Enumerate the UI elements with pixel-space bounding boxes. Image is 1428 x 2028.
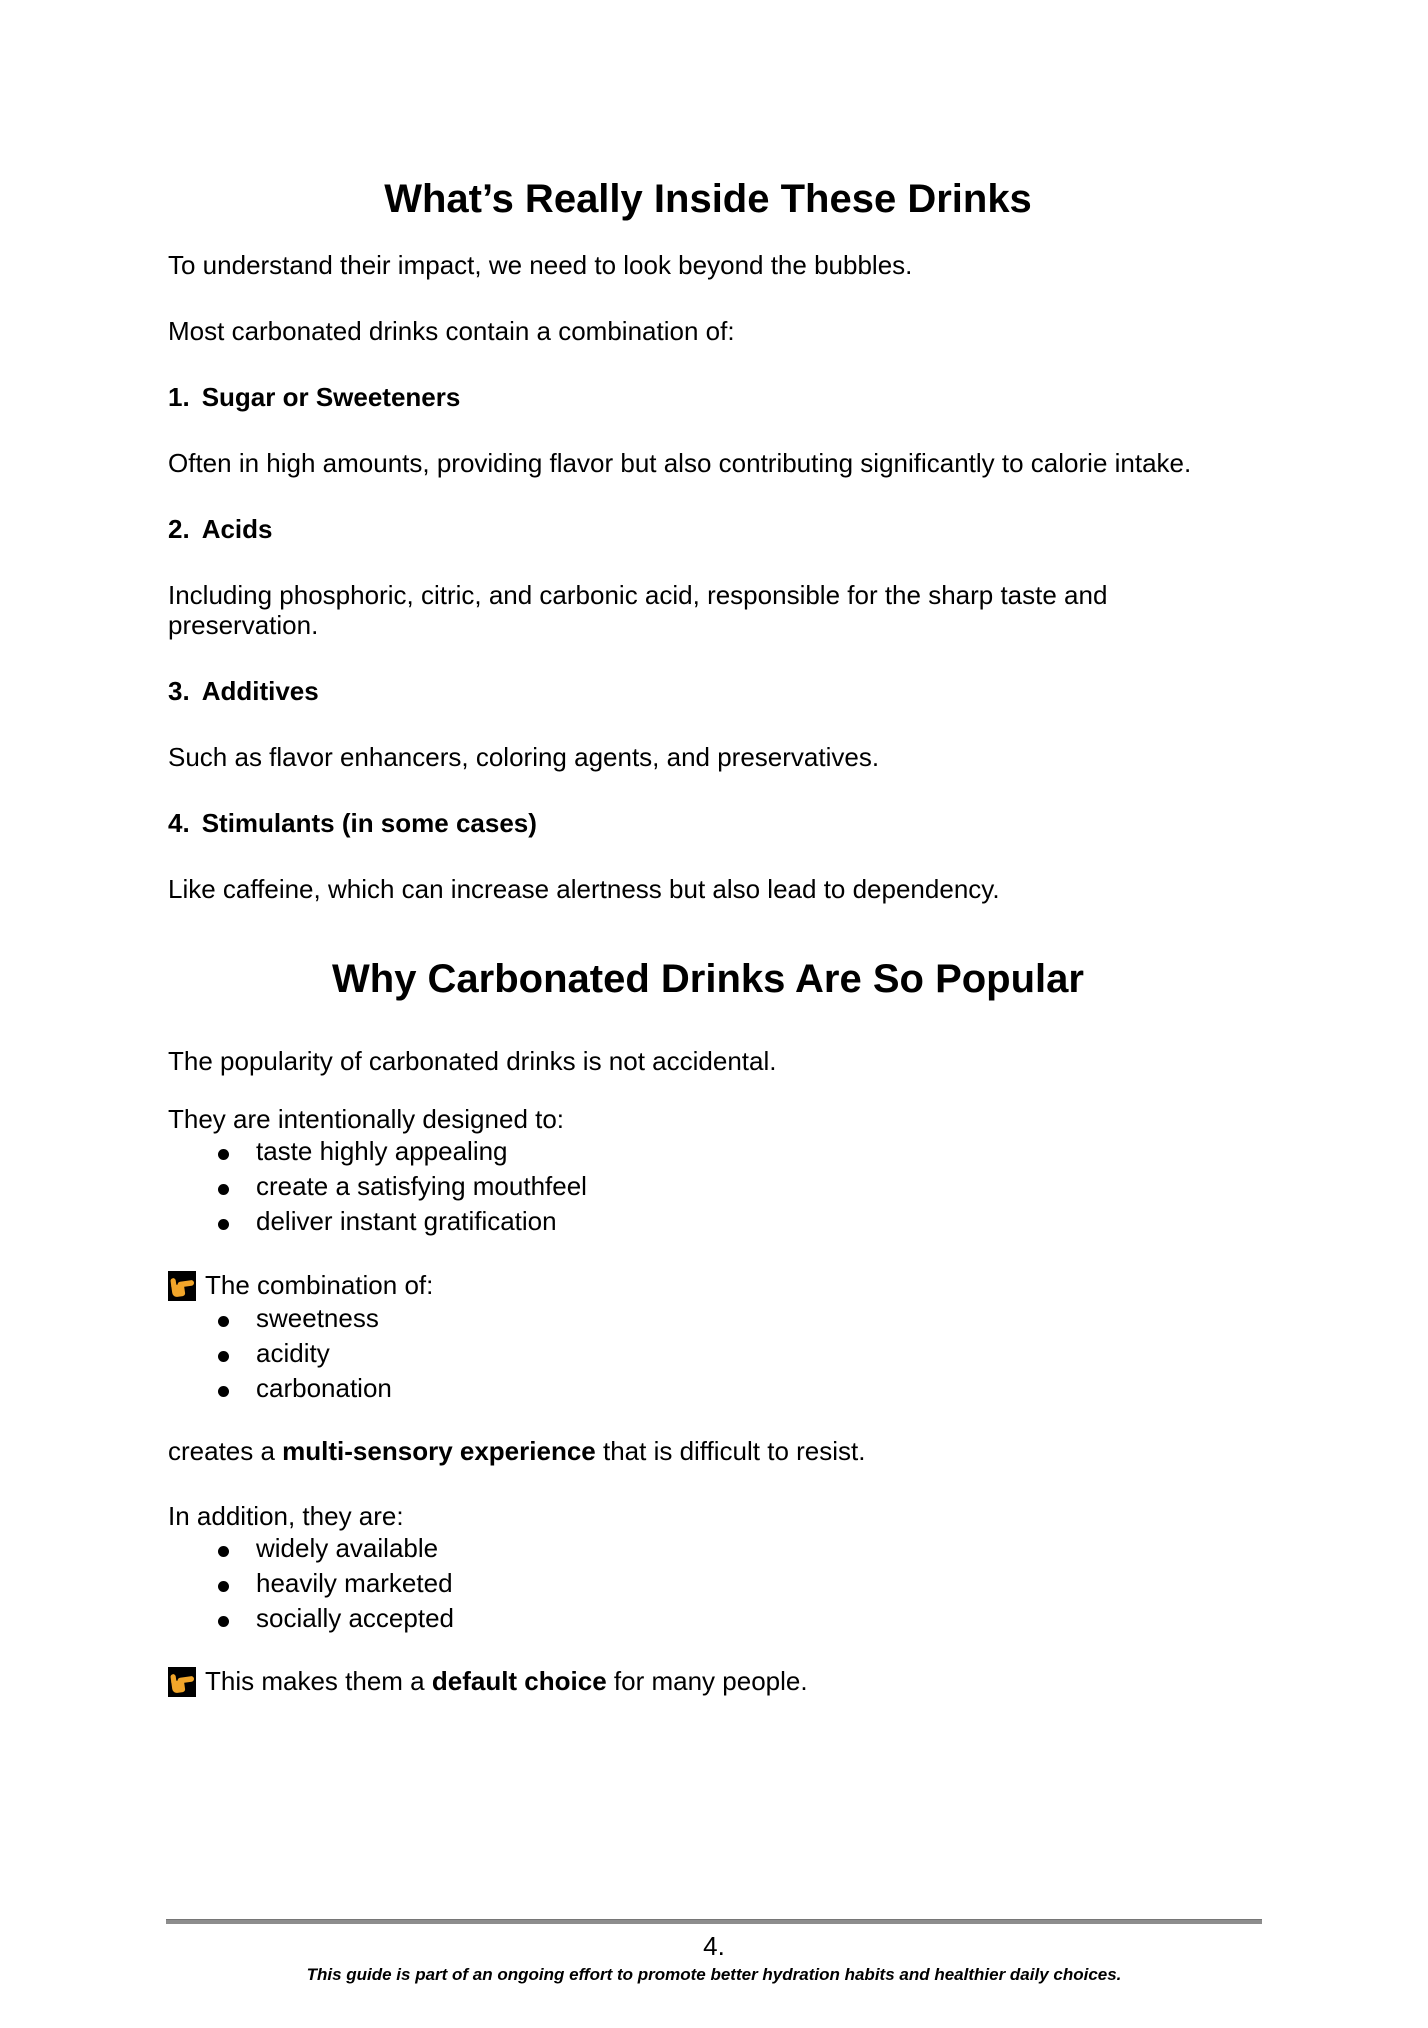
- body-paragraph: The popularity of carbonated drinks is not accidental.: [168, 1046, 777, 1076]
- designed-bullet-list: [168, 1134, 1248, 1239]
- text-segment: that is difficult to resist.: [595, 1436, 866, 1466]
- item-description: Like caffeine, which can increase alertness but also lead to dependency.: [168, 874, 1000, 904]
- item-number: 4.: [168, 808, 190, 838]
- footer-note: This guide is part of an ongoing effort to promote better hydration habits and healthier daily choices.: [306, 1965, 1122, 1984]
- text-segment: for many people.: [606, 1666, 808, 1696]
- body-paragraph: In addition, they are:: [168, 1501, 404, 1531]
- item-label: Additives: [201, 676, 319, 706]
- numbered-item-heading: [168, 808, 1248, 838]
- page-content: [168, 0, 1248, 1697]
- intro-paragraph: To understand their impact, we need to look beyond the bubbles.: [168, 250, 913, 280]
- bullet-item: sweetness: [168, 1301, 1248, 1336]
- item-label: Sugar or Sweeteners: [201, 382, 461, 412]
- item-number: 1.: [168, 382, 190, 412]
- combo-bullet-list: [168, 1301, 1248, 1406]
- bullet-item: carbonation: [168, 1371, 1248, 1406]
- bullet-item: deliver instant gratification: [168, 1204, 1248, 1239]
- bullet-item: socially accepted: [168, 1601, 1248, 1636]
- page-title: What’s Really Inside These Drinks: [384, 177, 1032, 221]
- text-segment: This makes them a: [205, 1666, 432, 1696]
- bullet-item: acidity: [168, 1336, 1248, 1371]
- item-number: 3.: [168, 676, 190, 706]
- item-label: Acids: [201, 514, 273, 544]
- bold-text-segment: default choice: [431, 1666, 607, 1696]
- item-number: 2.: [168, 514, 190, 544]
- bullet-item: heavily marketed: [168, 1566, 1248, 1601]
- body-paragraph: [168, 1436, 1248, 1466]
- pointing-finger-icon: [168, 1667, 196, 1697]
- numbered-item-heading: [168, 514, 1248, 544]
- addition-bullet-list: [168, 1531, 1248, 1636]
- page-footer: [166, 1919, 1262, 1986]
- text-segment: creates a: [168, 1436, 283, 1466]
- body-paragraph: They are intentionally designed to:: [168, 1104, 565, 1134]
- bullet-item: create a satisfying mouthfeel: [168, 1169, 1248, 1204]
- pointing-finger-icon: [168, 1271, 196, 1301]
- item-description: Including phosphoric, citric, and carbonic acid, responsible for the sharp taste and preservation.: [168, 580, 1108, 640]
- page-number: 4.: [703, 1931, 725, 1961]
- item-label: Stimulants (in some cases): [201, 808, 537, 838]
- bold-text-segment: multi-sensory experience: [282, 1436, 596, 1466]
- section-heading: Why Carbonated Drinks Are So Popular: [332, 957, 1084, 1001]
- bullet-item: widely available: [168, 1531, 1248, 1566]
- footer-divider: [166, 1919, 1262, 1924]
- item-description: Such as flavor enhancers, coloring agents, and preservatives.: [168, 742, 880, 772]
- numbered-item-heading: [168, 676, 1248, 706]
- bullet-item: taste highly appealing: [168, 1134, 1248, 1169]
- callout-line: [168, 1666, 1248, 1697]
- item-description: Often in high amounts, providing flavor but also contributing significantly to calorie intake.: [168, 448, 1192, 478]
- callout-line: [168, 1270, 1248, 1301]
- numbered-item-heading: [168, 382, 1248, 412]
- intro-paragraph: Most carbonated drinks contain a combination of:: [168, 316, 735, 346]
- callout-text: The combination of:: [205, 1270, 434, 1300]
